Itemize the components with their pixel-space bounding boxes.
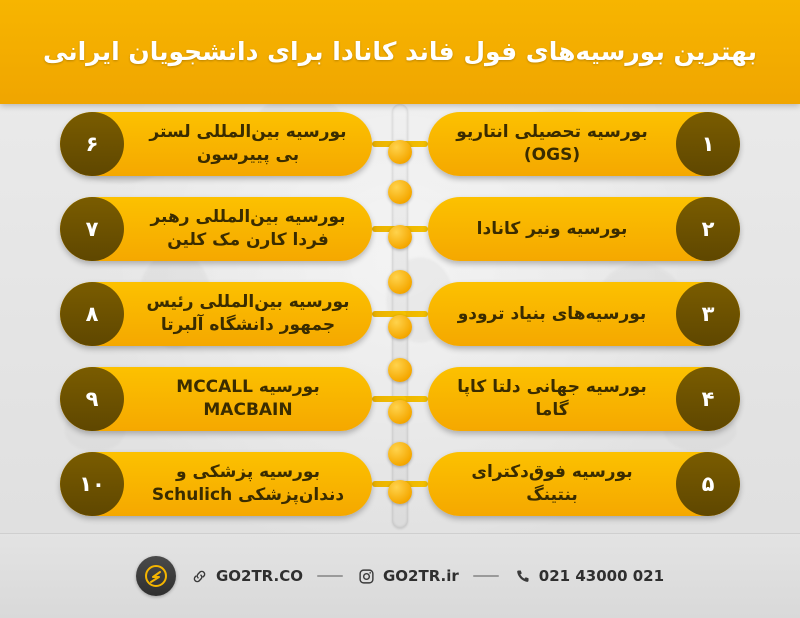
- item-label: بورسیه بین‌المللی رئیس جمهور دانشگاه آلبرتا: [146, 292, 350, 335]
- item-number: ۱۰: [60, 452, 124, 516]
- footer-divider-1: [317, 575, 343, 577]
- item-number: ۸: [60, 282, 124, 346]
- instagram-item[interactable]: [357, 567, 459, 586]
- phone-item[interactable]: [513, 567, 664, 586]
- page-title: بهترین بورسیه‌های فول فاند کانادا برای دانشجویان ایرانی: [42, 36, 758, 66]
- item-label: بورسیه‌های بنیاد ترودو: [457, 303, 647, 324]
- brand-logo-icon: [136, 556, 176, 596]
- item-label: بورسیه تحصیلی انتاریو (OGS): [456, 122, 648, 165]
- instagram-label: GO2TR.ir: [382, 567, 459, 585]
- item-label: بورسیه MCCALL MACBAIN: [176, 377, 320, 420]
- item-label: بورسیه بین‌المللی رهبر فردا کارن مک کلین: [150, 207, 346, 250]
- list-item[interactable]: [60, 367, 372, 431]
- header-banner: [0, 0, 800, 104]
- item-label: بورسیه پزشکی و دندان‌پزشکی Schulich: [151, 462, 345, 505]
- item-number: ۵: [676, 452, 740, 516]
- timeline-node-2: [388, 180, 412, 204]
- timeline-node-3: [388, 225, 412, 249]
- item-number: ۹: [60, 367, 124, 431]
- phone-icon: [513, 567, 532, 586]
- list-item[interactable]: [60, 112, 372, 176]
- item-label: بورسیه جهانی دلتا کاپا گاما: [457, 377, 647, 420]
- timeline-node-7: [388, 400, 412, 424]
- timeline-node-6: [388, 358, 412, 382]
- item-number: ۳: [676, 282, 740, 346]
- list-item[interactable]: [60, 452, 372, 516]
- item-number: ۶: [60, 112, 124, 176]
- footer-divider-2: [473, 575, 499, 577]
- instagram-icon: [357, 567, 376, 586]
- timeline-node-5: [388, 315, 412, 339]
- item-label: بورسیه بین‌المللی لستر بی پییرسون: [149, 122, 347, 165]
- timeline-node-8: [388, 442, 412, 466]
- item-number: ۱: [676, 112, 740, 176]
- timeline-node-9: [388, 480, 412, 504]
- timeline-node-1: [388, 140, 412, 164]
- item-label: بورسیه ونیر کانادا: [476, 218, 628, 239]
- footer-bar: [0, 533, 800, 618]
- list-item[interactable]: [60, 282, 372, 346]
- link-icon: [190, 567, 209, 586]
- item-number: ۷: [60, 197, 124, 261]
- website-label: GO2TR.CO: [215, 567, 303, 585]
- phone-label: 021 43000 021: [538, 567, 665, 585]
- website-item[interactable]: [190, 567, 303, 586]
- timeline-node-4: [388, 270, 412, 294]
- item-number: ۴: [676, 367, 740, 431]
- item-label: بورسیه فوق‌دکترای بنتینگ: [471, 462, 633, 505]
- list-item[interactable]: [60, 197, 372, 261]
- item-number: ۲: [676, 197, 740, 261]
